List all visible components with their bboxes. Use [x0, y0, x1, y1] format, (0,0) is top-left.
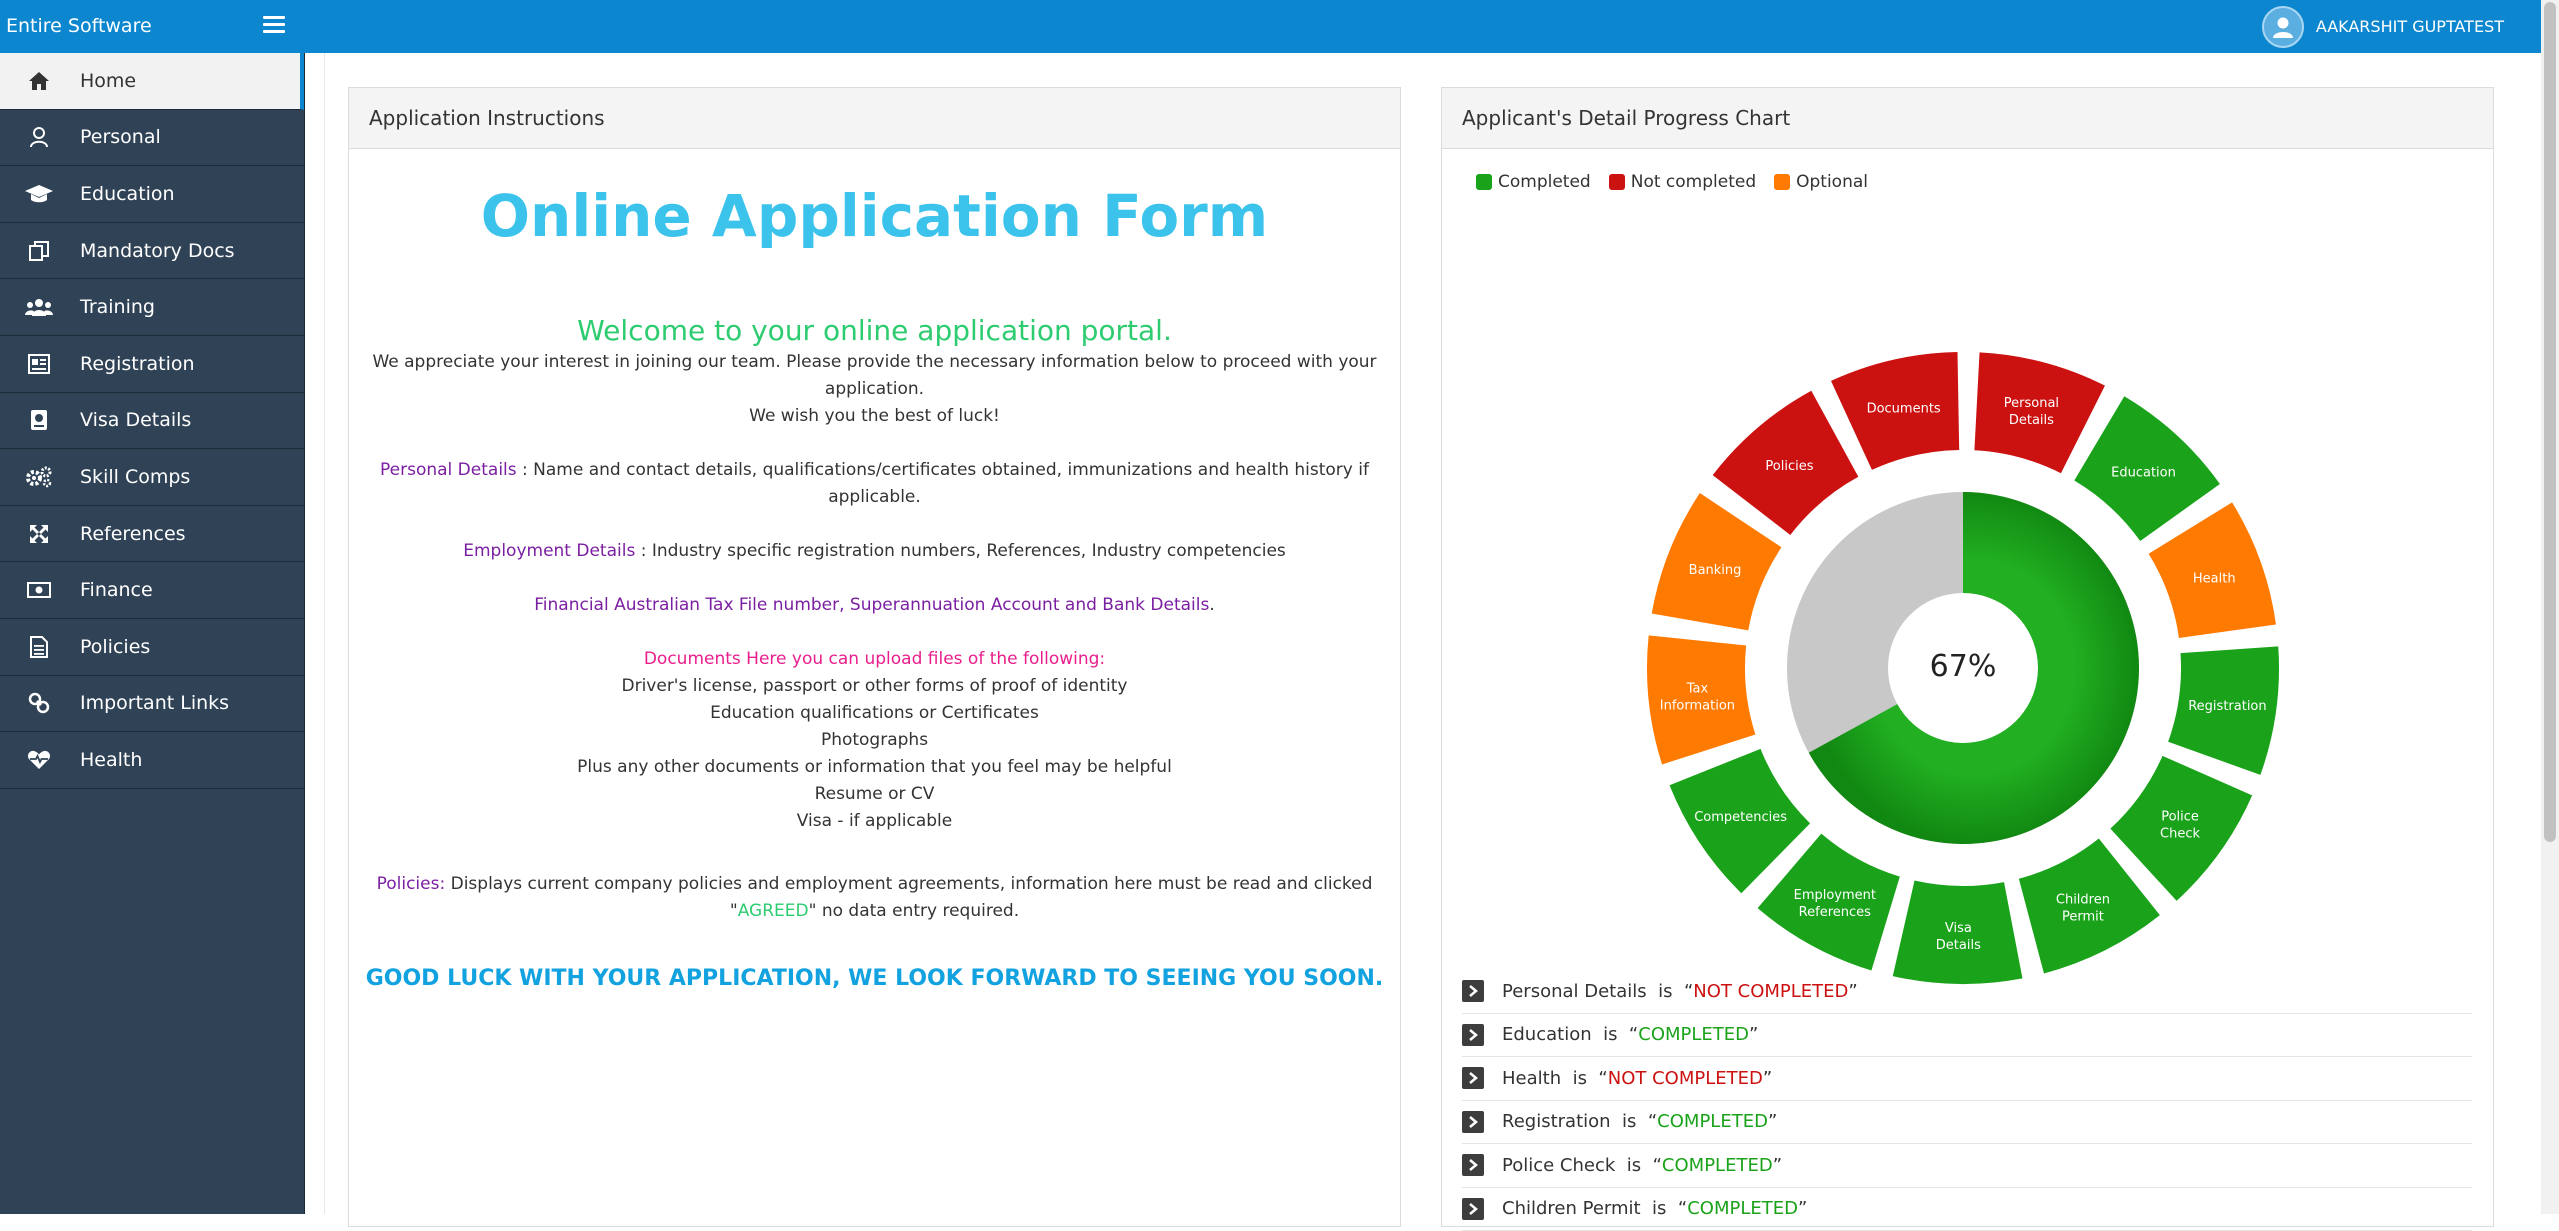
user-menu[interactable]	[2262, 3, 2504, 50]
chart-segment-label: Banking	[1689, 563, 1742, 578]
sidebar-item-references[interactable]	[0, 506, 304, 563]
gears-icon	[22, 466, 56, 488]
status-value: NOT COMPLETED	[1693, 981, 1848, 1002]
panel-header: Applicant's Detail Progress Chart	[1442, 88, 2493, 149]
legend-label: Not completed	[1631, 172, 1756, 192]
financial-text	[349, 592, 1400, 619]
documents-list-item: Education qualifications or Certificates	[349, 700, 1400, 727]
hamburger-icon	[263, 30, 285, 33]
sidebar-item-policies[interactable]	[0, 619, 304, 676]
sidebar-item-label: Education	[80, 183, 175, 205]
chart-segment[interactable]	[2149, 502, 2276, 638]
status-row[interactable]: Police Check is “ COMPLETED ”	[1462, 1144, 2472, 1188]
status-value: COMPLETED	[1638, 1024, 1749, 1045]
status-connector: is	[1573, 1068, 1587, 1089]
agreed-label: AGREED	[738, 901, 809, 921]
policies-desc-end: " no data entry required.	[809, 901, 1019, 921]
sidebar-item-mandatory-docs[interactable]	[0, 223, 304, 280]
documents-list-item: Plus any other documents or information that you feel may be helpful	[349, 754, 1400, 781]
documents-list-item: Photographs	[349, 727, 1400, 754]
sidebar-item-finance[interactable]	[0, 562, 304, 619]
sidebar-item-label: Personal	[80, 126, 161, 148]
sidebar-item-label: Finance	[80, 579, 153, 601]
brand-title[interactable]: Entire Software	[6, 0, 152, 53]
legend-label: Optional	[1796, 172, 1868, 192]
home-icon	[22, 71, 56, 91]
status-name: Education	[1502, 1024, 1592, 1045]
chevron-right-icon[interactable]	[1462, 1198, 1484, 1220]
employment-details-text	[349, 538, 1400, 565]
arrows-icon	[22, 524, 56, 544]
user-avatar-icon	[2262, 6, 2304, 48]
chart-segment-label: Tax Information	[1660, 682, 1735, 714]
scrollbar-thumb[interactable]	[2544, 2, 2556, 842]
sidebar-item-label: Mandatory Docs	[80, 240, 235, 262]
welcome-heading: Welcome to your online application portal.	[349, 313, 1400, 349]
documents-list-item: Resume or CV	[349, 781, 1400, 808]
legend-item-not-completed	[1609, 172, 1756, 192]
status-value: COMPLETED	[1657, 1111, 1768, 1132]
graduation-cap-icon	[22, 184, 56, 204]
sidebar	[0, 53, 305, 1214]
link-icon	[22, 692, 56, 714]
sidebar-item-label: References	[80, 523, 186, 545]
user-icon	[22, 126, 56, 148]
sidebar-item-label: Home	[80, 70, 136, 92]
file-icon	[22, 636, 56, 658]
top-bar	[0, 0, 2559, 53]
menu-toggle-button[interactable]	[263, 16, 285, 36]
application-instructions-panel	[348, 87, 1401, 1227]
status-row[interactable]: Education is “ COMPLETED ”	[1462, 1014, 2472, 1058]
chevron-right-icon[interactable]	[1462, 1067, 1484, 1089]
policies-text	[349, 871, 1400, 925]
legend-swatch	[1609, 174, 1625, 190]
sidebar-item-personal[interactable]	[0, 110, 304, 167]
chart-legend	[1476, 172, 1886, 192]
sidebar-item-education[interactable]	[0, 166, 304, 223]
status-name: Children Permit	[1502, 1198, 1641, 1219]
registration-icon	[22, 354, 56, 374]
sidebar-item-label: Training	[80, 296, 155, 318]
sidebar-item-visa-details[interactable]	[0, 393, 304, 450]
chart-segment-label: Registration	[2188, 699, 2266, 714]
chart-segment-label: Health	[2193, 572, 2236, 587]
sidebar-item-skill-comps[interactable]	[0, 449, 304, 506]
status-name: Personal Details	[1502, 981, 1647, 1002]
personal-details-label: Personal Details	[380, 460, 517, 480]
legend-swatch	[1476, 174, 1492, 190]
status-value: COMPLETED	[1662, 1155, 1773, 1176]
status-connector: is	[1603, 1024, 1617, 1045]
sidebar-item-label: Health	[80, 749, 142, 771]
financial-label: Financial Australian Tax File number, Superannuation Account and Bank Details	[534, 595, 1209, 615]
chart-segment-label: Visa Details	[1936, 921, 1981, 953]
employment-details-desc: : Industry specific registration numbers, References, Industry competencies	[641, 541, 1286, 561]
chart-segment-label: Employment References	[1794, 888, 1876, 920]
chevron-right-icon[interactable]	[1462, 1111, 1484, 1133]
progress-chart-panel	[1441, 87, 2494, 1227]
legend-item-optional	[1774, 172, 1868, 192]
intro-text: We wish you the best of luck!	[349, 403, 1400, 430]
hamburger-icon	[263, 23, 285, 26]
status-row[interactable]: Health is “ NOT COMPLETED ”	[1462, 1057, 2472, 1101]
status-connector: is	[1658, 981, 1672, 1002]
status-connector: is	[1627, 1155, 1641, 1176]
progress-percentage: 67%	[1930, 649, 1997, 684]
chart-segment-label: Children Permit	[2056, 893, 2110, 925]
panel-header: Application Instructions	[349, 88, 1400, 149]
good-luck-message: GOOD LUCK WITH YOUR APPLICATION, WE LOOK FORWARD TO SEEING YOU SOON.	[349, 965, 1400, 992]
documents-list-item: Visa - if applicable	[349, 808, 1400, 835]
chevron-right-icon[interactable]	[1462, 1024, 1484, 1046]
sidebar-item-health[interactable]	[0, 732, 304, 789]
user-name: AAKARSHIT GUPTATEST	[2316, 17, 2504, 36]
legend-swatch	[1774, 174, 1790, 190]
documents-icon	[22, 240, 56, 262]
status-name: Health	[1502, 1068, 1561, 1089]
status-row[interactable]: Registration is “ COMPLETED ”	[1462, 1101, 2472, 1145]
money-icon	[22, 582, 56, 598]
sidebar-item-training[interactable]	[0, 279, 304, 336]
documents-list-item: Driver's license, passport or other forms of proof of identity	[349, 673, 1400, 700]
financial-dot: .	[1209, 595, 1214, 615]
personal-details-desc: : Name and contact details, qualifications/certificates obtained, immunizations and health history if applicable.	[522, 460, 1369, 507]
documents-heading: Documents Here you can upload files of the following:	[349, 646, 1400, 673]
legend-label: Completed	[1498, 172, 1591, 192]
sidebar-item-label: Visa Details	[80, 409, 191, 431]
heartbeat-icon	[22, 750, 56, 770]
status-list	[1462, 970, 2472, 1231]
sidebar-item-home[interactable]	[0, 53, 304, 110]
progress-donut-chart	[1442, 203, 2493, 903]
hamburger-icon	[263, 16, 285, 19]
status-value: COMPLETED	[1687, 1198, 1798, 1219]
chevron-right-icon[interactable]	[1462, 980, 1484, 1002]
sidebar-item-label: Registration	[80, 353, 195, 375]
form-title: Online Application Form	[349, 181, 1400, 251]
chart-segment-label: Competencies	[1694, 810, 1787, 825]
status-connector: is	[1652, 1198, 1666, 1219]
personal-details-text	[349, 457, 1400, 511]
chart-segment-label: Personal Details	[2004, 396, 2059, 428]
status-row[interactable]: Personal Details is “ NOT COMPLETED ”	[1462, 970, 2472, 1014]
status-row[interactable]: Children Permit is “ COMPLETED ”	[1462, 1188, 2472, 1231]
chart-segment-label: Policies	[1765, 459, 1813, 474]
policies-label: Policies:	[377, 874, 446, 894]
sidebar-item-label: Policies	[80, 636, 150, 658]
chart-segment[interactable]	[1652, 493, 1782, 630]
users-icon	[22, 297, 56, 317]
sidebar-item-label: Important Links	[80, 692, 229, 714]
chart-segment-label: Documents	[1867, 402, 1941, 417]
sidebar-item-important-links[interactable]	[0, 676, 304, 733]
sidebar-item-registration[interactable]	[0, 336, 304, 393]
page-scrollbar[interactable]	[2541, 0, 2559, 1214]
sidebar-item-label: Skill Comps	[80, 466, 190, 488]
status-value: NOT COMPLETED	[1608, 1068, 1763, 1089]
status-connector: is	[1622, 1111, 1636, 1132]
intro-text: We appreciate your interest in joining our team. Please provide the necessary information below to proceed with your application.	[349, 349, 1400, 403]
status-name: Police Check	[1502, 1155, 1615, 1176]
chevron-right-icon[interactable]	[1462, 1154, 1484, 1176]
passport-icon	[22, 409, 56, 431]
chart-segment-label: Police Check	[2160, 809, 2200, 841]
instructions-body	[349, 181, 1400, 992]
chart-segment-label: Education	[2111, 465, 2176, 480]
legend-item-completed	[1476, 172, 1591, 192]
employment-details-label: Employment Details	[463, 541, 635, 561]
policies-desc: Displays current company policies and employment agreements, information here must be read and clicked "	[451, 874, 1373, 921]
status-name: Registration	[1502, 1111, 1611, 1132]
